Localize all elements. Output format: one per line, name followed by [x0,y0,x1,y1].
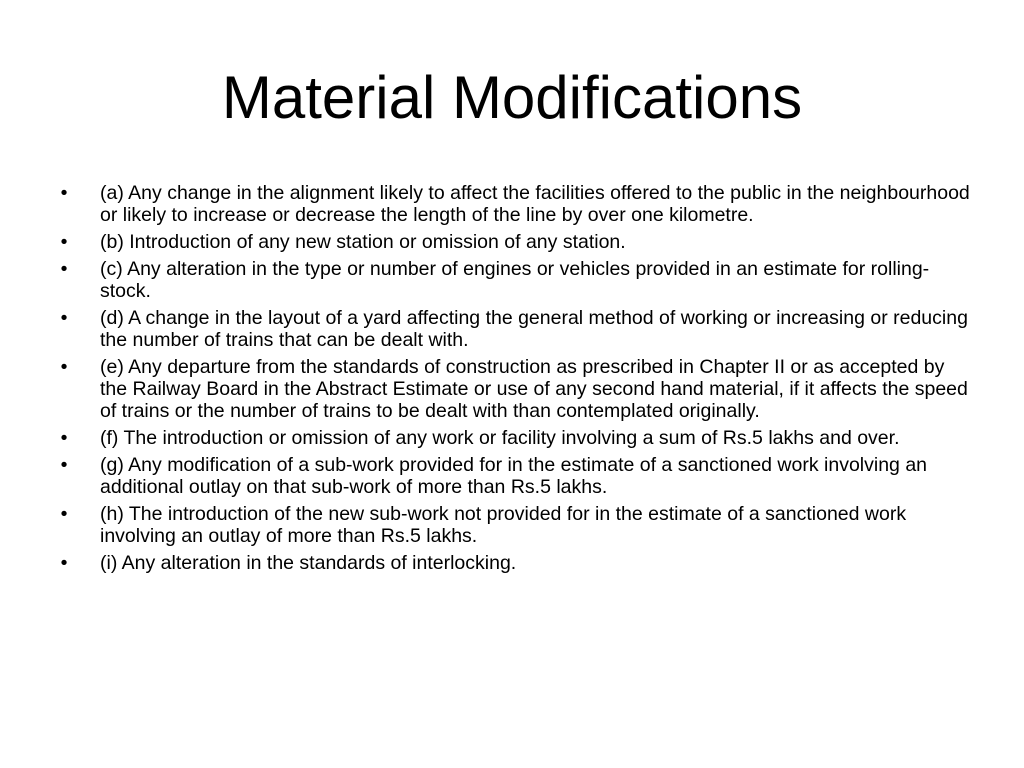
bullet-text: (d) A change in the layout of a yard affecting the general method of working or increasing or reducing the number of trains that can be dealt with. [100,307,968,351]
bullet-text: (h) The introduction of the new sub-work not provided for in the estimate of a sanctioned work involving an outlay of more than Rs.5 lakhs. [100,503,907,547]
bullet-text: (b) Introduction of any new station or omission of any station. [100,231,626,253]
bullet-item [56,552,971,574]
bullet-text: (c) Any alteration in the type or number of engines or vehicles provided in an estimate for rolling-stock. [100,258,930,302]
bullet-icon: • [60,307,68,329]
bullet-item [56,427,971,449]
bullet-icon: • [60,182,68,204]
bullet-item [56,454,971,498]
bullet-item [56,356,971,422]
bullet-icon: • [60,258,68,280]
bullet-icon: • [60,454,68,476]
bullet-item [56,307,971,351]
bullet-text: (i) Any alteration in the standards of interlocking. [100,552,517,574]
bullet-icon: • [60,427,68,449]
bullet-icon: • [60,503,68,525]
bullet-list [56,182,971,579]
bullet-text: (f) The introduction or omission of any work or facility involving a sum of Rs.5 lakhs and over. [100,427,900,449]
bullet-icon: • [60,552,68,574]
bullet-text: (e) Any departure from the standards of construction as prescribed in Chapter II or as accepted by the Railway Board in the Abstract Estimate or use of any second hand material, if it affects the speed of trains or the number of trains to be dealt with than contemplated originally. [100,356,968,422]
slide-title: Material Modifications [221,64,803,131]
bullet-item [56,231,971,253]
bullet-text: (a) Any change in the alignment likely to affect the facilities offered to the public in the neighbourhood or likely to increase or decrease the length of the line by over one kilometre. [100,182,970,226]
bullet-item [56,503,971,547]
bullet-icon: • [60,231,68,253]
bullet-item [56,182,971,226]
bullet-icon: • [60,356,68,378]
bullet-text: (g) Any modification of a sub-work provided for in the estimate of a sanctioned work involving an additional outlay on that sub-work of more than Rs.5 lakhs. [100,454,928,498]
bullet-item [56,258,971,302]
